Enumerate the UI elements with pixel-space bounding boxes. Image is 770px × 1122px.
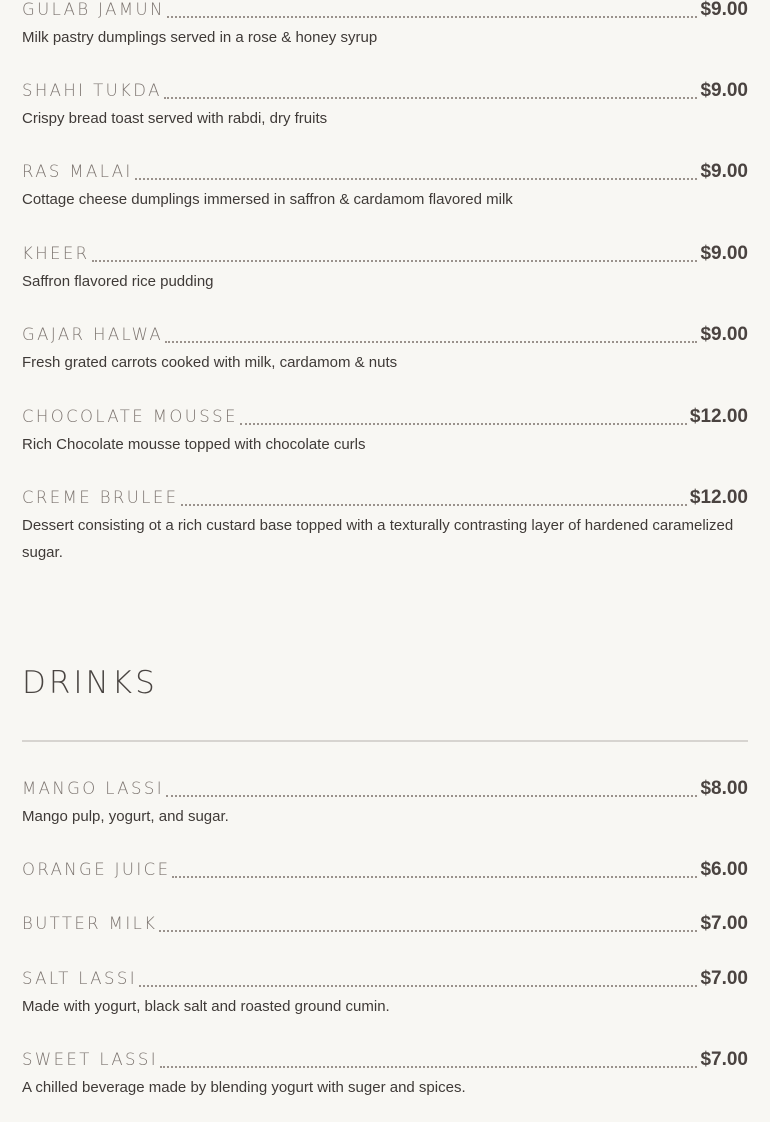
item-description: Fresh grated carrots cooked with milk, cardamom & nuts: [22, 354, 398, 371]
item-description: Rich Chocolate mousse topped with chocolate curls: [22, 436, 366, 453]
item-name: ORANGE JUICE: [22, 860, 171, 879]
item-name: SWEET LASSI: [22, 1050, 159, 1069]
menu-item-gulab-jamun: [22, 0, 748, 51]
item-description: Milk pastry dumplings served in a rose & honey syrup: [22, 29, 378, 46]
item-price: $6.00: [700, 859, 748, 880]
item-name: CHOCOLATE MOUSSE: [22, 407, 238, 426]
item-description: Saffron flavored rice pudding: [22, 273, 214, 290]
item-price: $8.00: [700, 778, 748, 799]
menu-item-creme-brulee: [22, 487, 748, 566]
item-name: GULAB JAMUN: [22, 0, 165, 19]
dotted-leader: [164, 97, 698, 99]
section-divider: [22, 740, 748, 742]
item-description: Crispy bread toast served with rabdi, dry fruits: [22, 110, 328, 127]
item-price: $12.00: [689, 487, 748, 508]
menu-item-mango-lassi: [22, 778, 748, 830]
item-price: $12.00: [689, 406, 748, 427]
menu-item-kheer: [22, 243, 748, 295]
item-description: A chilled beverage made by blending yogurt with suger and spices.: [22, 1079, 466, 1096]
dotted-leader: [139, 985, 697, 987]
menu-item-orange-juice: [22, 859, 748, 883]
dotted-leader: [135, 178, 698, 180]
menu-item-salt-lassi: [22, 968, 748, 1020]
dotted-leader: [240, 423, 687, 425]
item-name: CREME BRULEE: [22, 488, 179, 507]
dotted-leader: [172, 876, 697, 878]
menu-item-butter-milk: [22, 913, 748, 937]
section-title-drinks: DRINKS: [22, 665, 158, 701]
menu-item-ras-malai: [22, 161, 748, 213]
item-description: Dessert consisting ot a rich custard base topped with a texturally contrasting layer of hardened caramelized sugar.: [22, 517, 734, 561]
item-name: SHAHI TUKDA: [22, 81, 162, 100]
item-description: Cottage cheese dumplings immersed in saffron & cardamom flavored milk: [22, 191, 513, 208]
item-description: Made with yogurt, black salt and roasted ground cumin.: [22, 998, 390, 1015]
item-price: $9.00: [700, 243, 748, 264]
item-name: SALT LASSI: [22, 969, 137, 988]
item-price: $7.00: [700, 913, 748, 934]
dotted-leader: [92, 260, 698, 262]
dotted-leader: [165, 341, 697, 343]
dotted-leader: [181, 504, 687, 506]
menu-item-chocolate-mousse: [22, 406, 748, 458]
dotted-leader: [166, 795, 697, 797]
item-name: KHEER: [22, 244, 90, 263]
item-name: BUTTER MILK: [22, 914, 158, 933]
item-name: GAJAR HALWA: [22, 325, 164, 344]
item-price: $7.00: [700, 1049, 748, 1070]
item-price: $7.00: [700, 968, 748, 989]
dotted-leader: [160, 1066, 697, 1068]
item-price: $9.00: [700, 0, 748, 20]
item-price: $9.00: [700, 324, 748, 345]
item-name: RAS MALAI: [22, 162, 133, 181]
menu-item-sweet-lassi: [22, 1049, 748, 1101]
dotted-leader: [167, 16, 698, 18]
item-description: Mango pulp, yogurt, and sugar.: [22, 808, 229, 825]
item-name: MANGO LASSI: [22, 779, 164, 798]
menu-item-shahi-tukda: [22, 80, 748, 132]
item-price: $9.00: [700, 161, 748, 182]
menu-item-gajar-halwa: [22, 324, 748, 376]
item-price: $9.00: [700, 80, 748, 101]
dotted-leader: [159, 930, 697, 932]
